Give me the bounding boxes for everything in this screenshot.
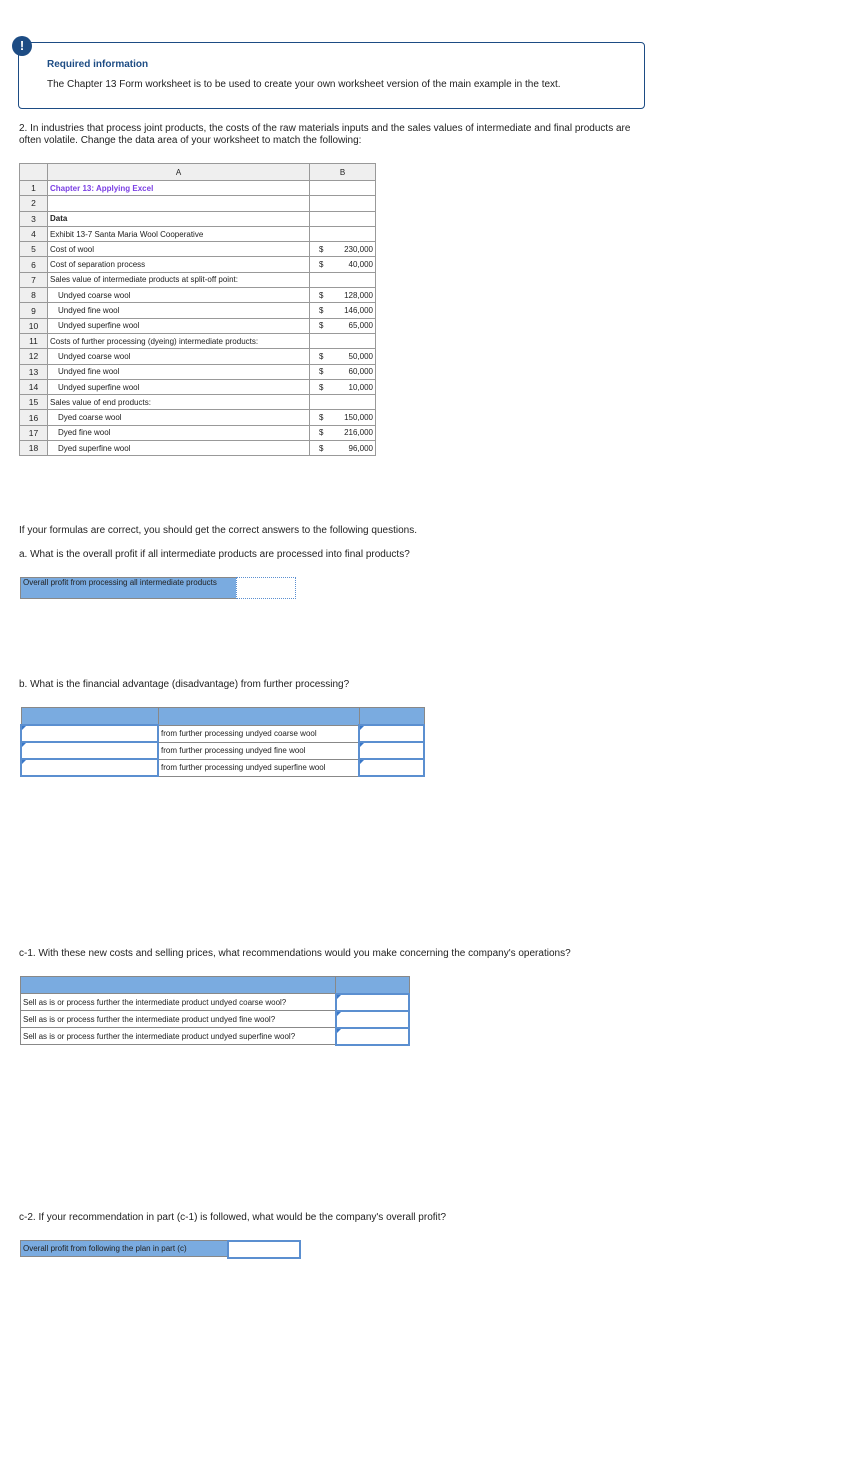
sheet-row <box>20 242 376 257</box>
question-c1: c-1. With these new costs and selling prices, what recommendations would you make concerning the company's operations? <box>19 948 571 959</box>
advantage-select[interactable] <box>21 759 158 776</box>
question-b: b. What is the financial advantage (disadvantage) from further processing? <box>19 679 350 690</box>
advantage-row <box>21 742 424 759</box>
cell-a: Dyed fine wool <box>48 425 310 440</box>
cell-b <box>310 272 376 287</box>
cell-b <box>310 242 376 257</box>
cell-b <box>310 257 376 272</box>
advantage-amount-input[interactable] <box>359 742 424 759</box>
row-number: 15 <box>20 395 48 410</box>
overall-profit-input[interactable] <box>236 577 296 599</box>
row-number: 5 <box>20 242 48 257</box>
cell-value: 40,000 <box>348 260 373 270</box>
cell-value: 230,000 <box>344 244 373 254</box>
sheet-row <box>20 395 376 410</box>
question-a: a. What is the overall profit if all intermediate products are processed into final products? <box>19 549 410 560</box>
corner-cell <box>20 164 48 181</box>
sheet-row <box>20 425 376 440</box>
cell-b <box>310 364 376 379</box>
row-number: 17 <box>20 425 48 440</box>
cell-value: 216,000 <box>344 428 373 438</box>
info-text: The Chapter 13 Form worksheet is to be used to create your own worksheet version of the main example in the text. <box>47 79 561 90</box>
cell-a: Cost of wool <box>48 242 310 257</box>
cell-b <box>310 349 376 364</box>
col-header-a: A <box>48 164 310 181</box>
cell-a: Undyed coarse wool <box>48 288 310 303</box>
cell-value: 65,000 <box>348 321 373 331</box>
cell-a: Sales value of end products: <box>48 395 310 410</box>
row-number: 2 <box>20 196 48 211</box>
cell-a: Cost of separation process <box>48 257 310 272</box>
intro-text: If your formulas are correct, you should get the correct answers to the following questions. <box>19 525 417 536</box>
currency-symbol: $ <box>319 428 324 438</box>
sheet-row <box>20 379 376 394</box>
cell-a: Chapter 13: Applying Excel <box>48 181 310 196</box>
sheet-row <box>20 303 376 318</box>
recommendation-label: Sell as is or process further the intermediate product undyed fine wool? <box>21 1011 336 1028</box>
advantage-amount-input[interactable] <box>359 759 424 776</box>
currency-symbol: $ <box>319 260 324 270</box>
recommendation-label: Sell as is or process further the intermediate product undyed coarse wool? <box>21 994 336 1011</box>
row-number: 14 <box>20 379 48 394</box>
row-number: 4 <box>20 226 48 241</box>
advantage-label: from further processing undyed coarse wool <box>158 725 359 742</box>
info-title: Required information <box>47 59 149 70</box>
row-number: 1 <box>20 181 48 196</box>
cell-b <box>310 441 376 456</box>
cell-a <box>48 196 310 211</box>
cell-a: Dyed coarse wool <box>48 410 310 425</box>
sheet-row <box>20 181 376 196</box>
sheet-row <box>20 410 376 425</box>
row-number: 13 <box>20 364 48 379</box>
row-number: 16 <box>20 410 48 425</box>
cell-a: Costs of further processing (dyeing) intermediate products: <box>48 333 310 348</box>
recommendation-select[interactable] <box>336 1011 409 1028</box>
cell-a: Undyed coarse wool <box>48 349 310 364</box>
row-number: 11 <box>20 333 48 348</box>
row-number: 3 <box>20 211 48 226</box>
recommendation-row <box>21 1011 410 1028</box>
row-number: 12 <box>20 349 48 364</box>
cell-b <box>310 410 376 425</box>
cell-b <box>310 318 376 333</box>
row-number: 8 <box>20 288 48 303</box>
row-number: 10 <box>20 318 48 333</box>
currency-symbol: $ <box>319 367 324 377</box>
col-header-b: B <box>310 164 376 181</box>
cell-a: Sales value of intermediate products at split-off point: <box>48 272 310 287</box>
currency-symbol: $ <box>319 382 324 392</box>
cell-b <box>310 288 376 303</box>
plan-profit-input[interactable] <box>227 1240 301 1259</box>
cell-b <box>310 425 376 440</box>
cell-a: Exhibit 13-7 Santa Maria Wool Cooperative <box>48 226 310 241</box>
sheet-row <box>20 211 376 226</box>
cell-value: 146,000 <box>344 306 373 316</box>
cell-b <box>310 303 376 318</box>
cell-b <box>310 196 376 211</box>
row-number: 18 <box>20 441 48 456</box>
cell-b <box>310 395 376 410</box>
advantage-select[interactable] <box>21 725 158 742</box>
question-text: 2. In industries that process joint products, the costs of the raw materials inputs and the sales values of intermediate and final products are often volatile. Change the data area of your worksheet to match the following: <box>19 123 631 146</box>
currency-symbol: $ <box>319 244 324 254</box>
row-number: 9 <box>20 303 48 318</box>
currency-symbol: $ <box>319 290 324 300</box>
cell-value: 10,000 <box>348 382 373 392</box>
cell-b <box>310 181 376 196</box>
cell-a: Undyed fine wool <box>48 303 310 318</box>
sheet-row <box>20 257 376 272</box>
recommendation-select[interactable] <box>336 994 409 1011</box>
question-c2: c-2. If your recommendation in part (c-1) is followed, what would be the company's overall profit? <box>19 1212 447 1223</box>
advantage-row <box>21 725 424 742</box>
sheet-row <box>20 349 376 364</box>
sheet-row <box>20 272 376 287</box>
advantage-table <box>20 707 425 777</box>
cell-a: Undyed superfine wool <box>48 379 310 394</box>
spreadsheet <box>19 163 376 456</box>
sheet-row <box>20 364 376 379</box>
cell-value: 50,000 <box>348 351 373 361</box>
required-info-box <box>18 42 645 109</box>
recommendation-select[interactable] <box>336 1028 409 1045</box>
recommendation-label: Sell as is or process further the intermediate product undyed superfine wool? <box>21 1028 336 1045</box>
alert-icon: ! <box>12 36 32 56</box>
recommendation-row <box>21 994 410 1011</box>
advantage-label: from further processing undyed superfine wool <box>158 759 359 776</box>
sheet-row <box>20 226 376 241</box>
recommendation-row <box>21 1028 410 1045</box>
cell-b <box>310 226 376 241</box>
cell-a: Undyed superfine wool <box>48 318 310 333</box>
cell-a: Dyed superfine wool <box>48 441 310 456</box>
currency-symbol: $ <box>319 321 324 331</box>
sheet-row <box>20 288 376 303</box>
cell-value: 128,000 <box>344 290 373 300</box>
advantage-amount-input[interactable] <box>359 725 424 742</box>
cell-b <box>310 379 376 394</box>
cell-b <box>310 211 376 226</box>
cell-value: 60,000 <box>348 367 373 377</box>
currency-symbol: $ <box>319 306 324 316</box>
currency-symbol: $ <box>319 443 324 453</box>
sheet-row <box>20 318 376 333</box>
sheet-row <box>20 333 376 348</box>
sheet-row <box>20 441 376 456</box>
sheet-row <box>20 196 376 211</box>
currency-symbol: $ <box>319 413 324 423</box>
currency-symbol: $ <box>319 351 324 361</box>
plan-profit-label: Overall profit from following the plan in part (c) <box>20 1240 229 1257</box>
cell-value: 150,000 <box>344 413 373 423</box>
cell-b <box>310 333 376 348</box>
cell-a: Undyed fine wool <box>48 364 310 379</box>
recommendation-table <box>20 976 410 1046</box>
advantage-row <box>21 759 424 776</box>
advantage-label: from further processing undyed fine wool <box>158 742 359 759</box>
advantage-select[interactable] <box>21 742 158 759</box>
row-number: 6 <box>20 257 48 272</box>
cell-a: Data <box>48 211 310 226</box>
cell-value: 96,000 <box>348 443 373 453</box>
overall-profit-label: Overall profit from processing all intermediate products <box>20 577 240 599</box>
row-number: 7 <box>20 272 48 287</box>
